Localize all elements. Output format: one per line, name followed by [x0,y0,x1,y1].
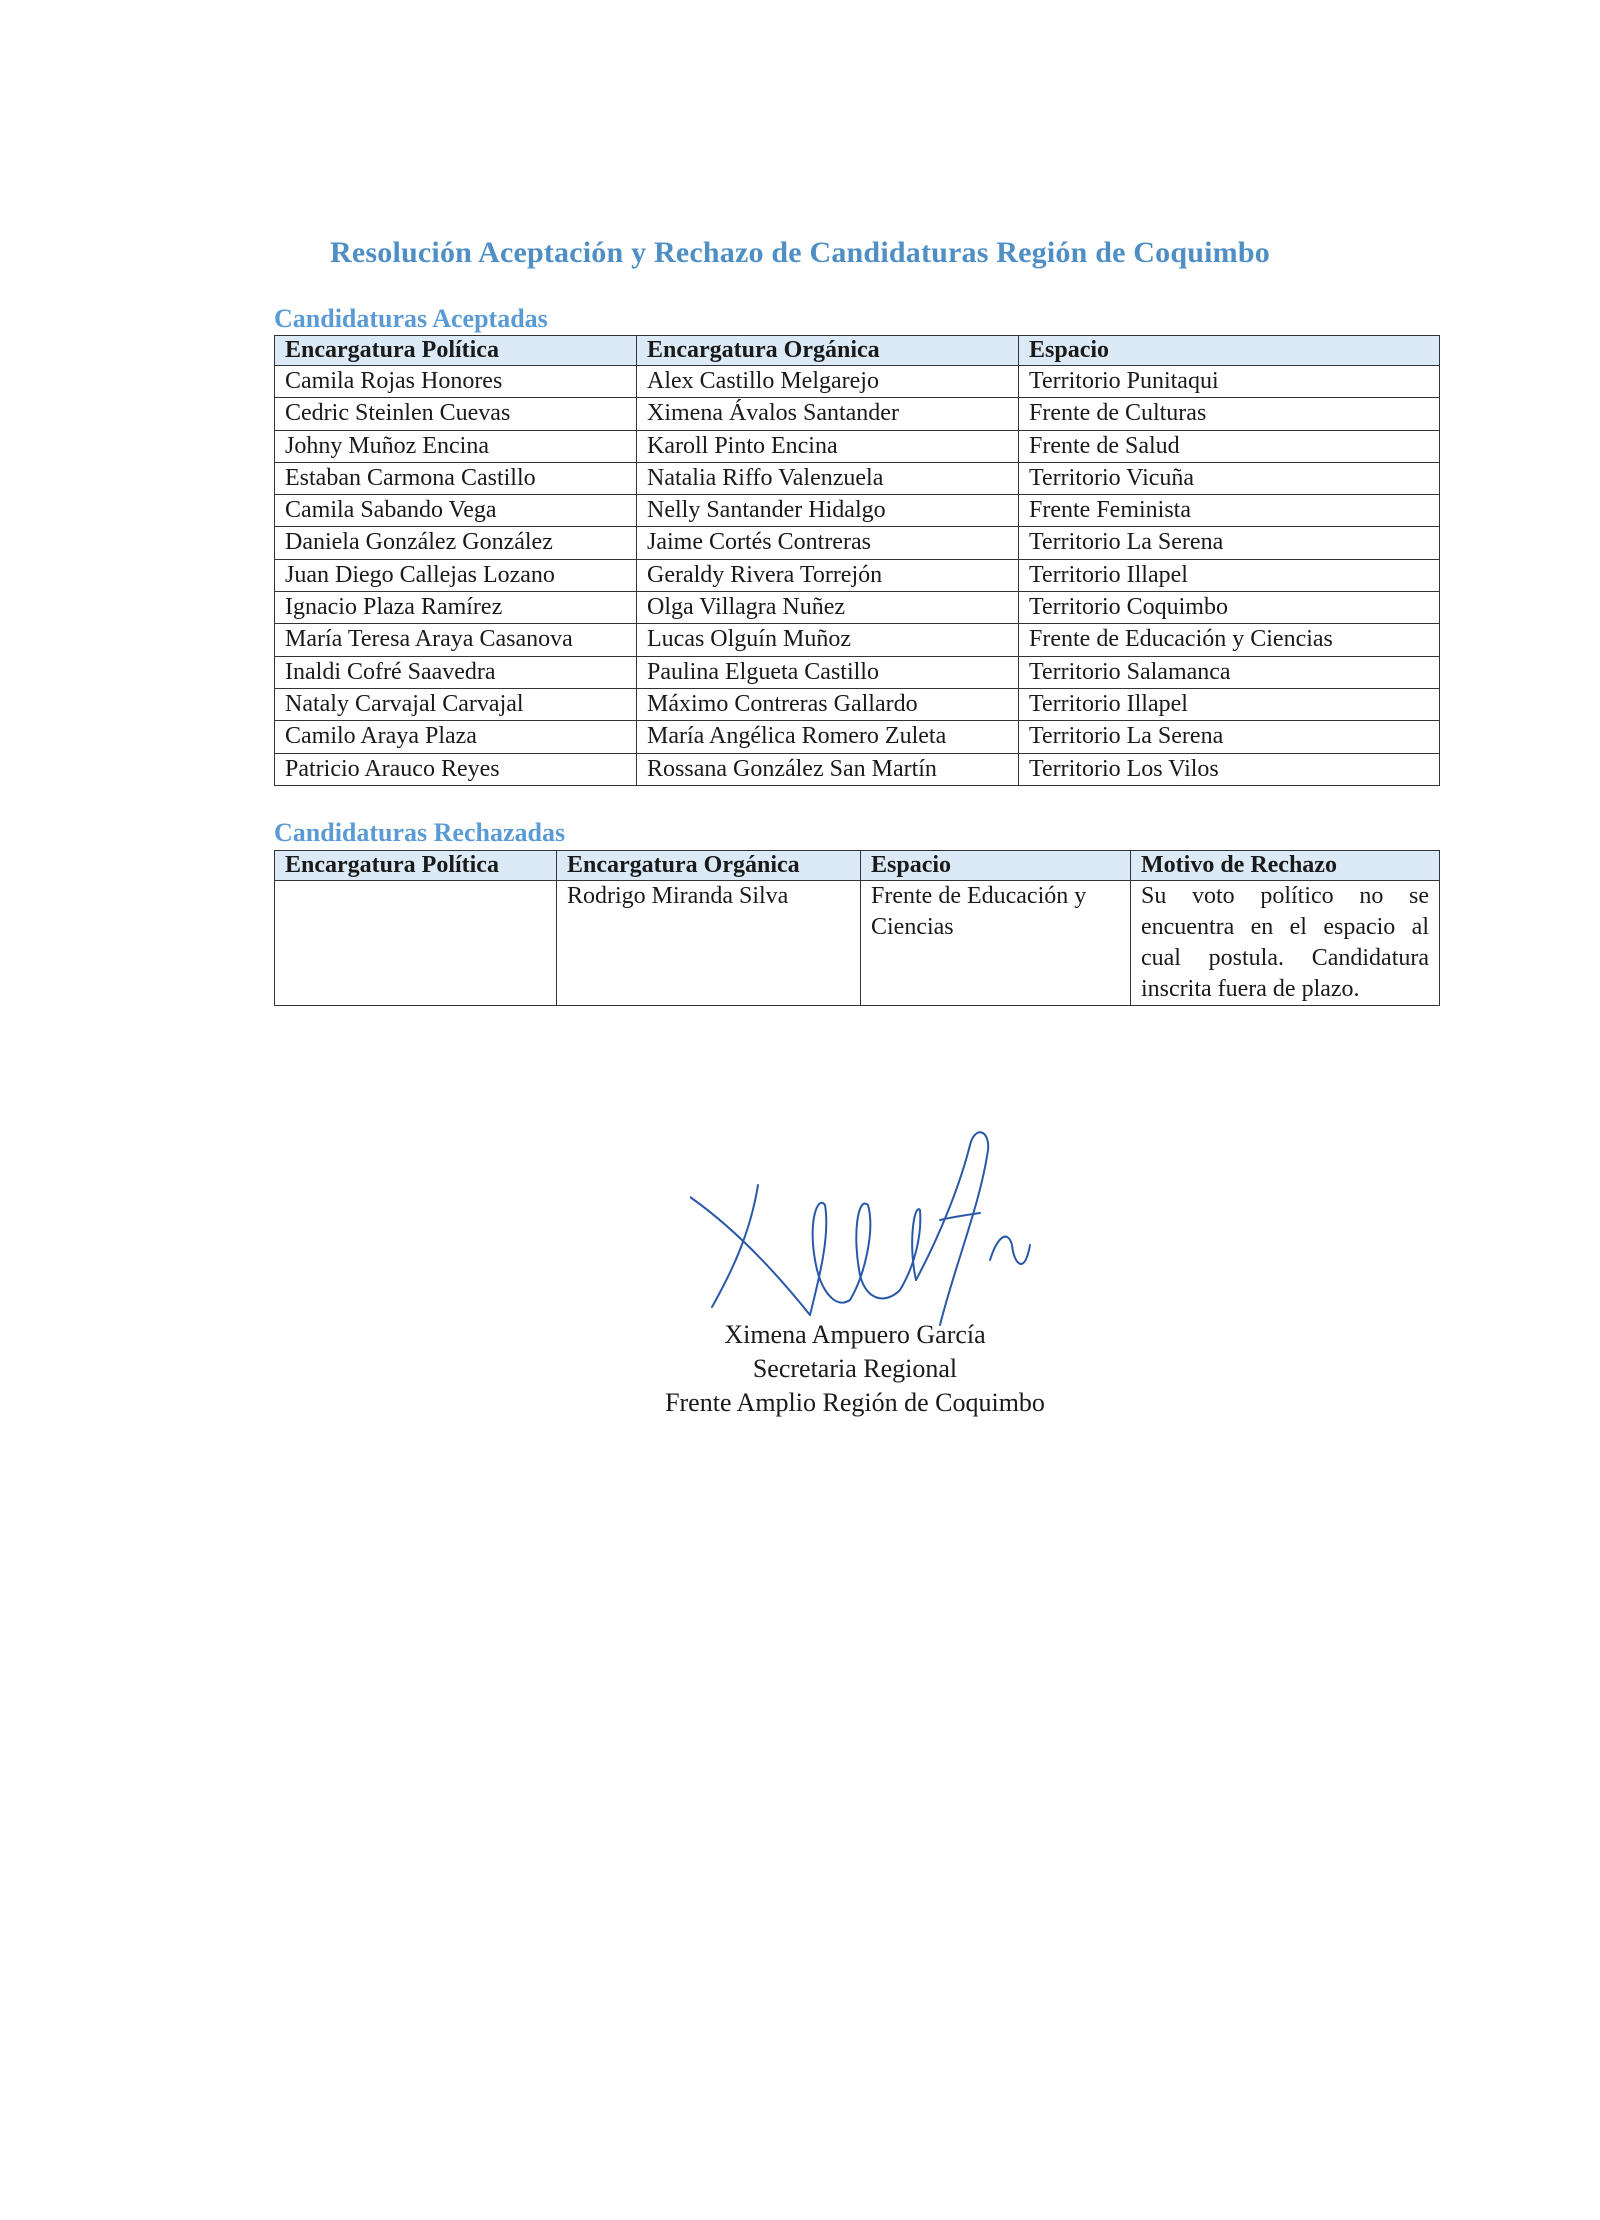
cell-organica: Lucas Olguín Muñoz [637,624,1019,656]
cell-politica: Johny Muñoz Encina [275,430,637,462]
cell-organica: Alex Castillo Melgarejo [637,366,1019,398]
cell-espacio: Territorio La Serena [1019,527,1440,559]
table-row [275,527,1440,559]
table-row [275,495,1440,527]
table-header-row [275,851,1440,881]
table-row [275,559,1440,591]
cell-espacio: Frente de Culturas [1019,398,1440,430]
cell-politica: Patricio Arauco Reyes [275,753,637,785]
cell-organica: Geraldy Rivera Torrejón [637,559,1019,591]
cell-politica: Cedric Steinlen Cuevas [275,398,637,430]
column-header-politica: Encargatura Política [275,336,637,366]
cell-espacio: Territorio Illapel [1019,559,1440,591]
column-header-espacio: Espacio [861,851,1131,881]
table-row [275,462,1440,494]
document-title: Resolución Aceptación y Rechazo de Candidaturas Región de Coquimbo [330,236,1270,269]
cell-organica: Rodrigo Miranda Silva [557,881,861,1006]
cell-espacio: Frente de Educación y Ciencias [861,881,1131,1006]
cell-politica: Ignacio Plaza Ramírez [275,592,637,624]
table-row [275,624,1440,656]
cell-politica [275,881,557,1006]
cell-organica: Ximena Ávalos Santander [637,398,1019,430]
cell-motivo: Su voto político no se encuentra en el espacio al cual postula. Candidatura inscrita fuera de plazo. [1131,881,1440,1006]
signature-strokes [690,1132,1030,1325]
cell-organica: Nelly Santander Hidalgo [637,495,1019,527]
rejected-section-heading: Candidaturas Rechazadas [274,818,566,847]
handwritten-signature [690,1125,1060,1335]
accepted-section-heading: Candidaturas Aceptadas [274,304,548,333]
cell-espacio: Frente de Educación y Ciencias [1019,624,1440,656]
cell-politica: Camila Rojas Honores [275,366,637,398]
table-row [275,398,1440,430]
cell-politica: Camila Sabando Vega [275,495,637,527]
cell-politica: Juan Diego Callejas Lozano [275,559,637,591]
cell-espacio: Frente Feminista [1019,495,1440,527]
cell-organica: Paulina Elgueta Castillo [637,656,1019,688]
column-header-politica: Encargatura Política [275,851,557,881]
cell-espacio: Territorio La Serena [1019,721,1440,753]
cell-espacio: Frente de Salud [1019,430,1440,462]
signatory-name: Ximena Ampuero García [724,1320,986,1349]
table-row [275,753,1440,785]
cell-politica: Camilo Araya Plaza [275,721,637,753]
cell-espacio: Territorio Illapel [1019,688,1440,720]
signatory-role: Secretaria Regional [752,1354,958,1383]
signatory-organization: Frente Amplio Región de Coquimbo [665,1388,1045,1417]
cell-organica: Karoll Pinto Encina [637,430,1019,462]
table-row [275,656,1440,688]
cell-espacio: Territorio Punitaqui [1019,366,1440,398]
table-row [275,366,1440,398]
cell-espacio: Territorio Los Vilos [1019,753,1440,785]
cell-politica: Daniela González González [275,527,637,559]
cell-politica: Estaban Carmona Castillo [275,462,637,494]
column-header-organica: Encargatura Orgánica [637,336,1019,366]
cell-espacio: Territorio Salamanca [1019,656,1440,688]
table-row [275,688,1440,720]
cell-organica: Máximo Contreras Gallardo [637,688,1019,720]
table-row [275,430,1440,462]
cell-organica: María Angélica Romero Zuleta [637,721,1019,753]
cell-politica: Inaldi Cofré Saavedra [275,656,637,688]
cell-organica: Jaime Cortés Contreras [637,527,1019,559]
table-row [275,592,1440,624]
column-header-motivo: Motivo de Rechazo [1131,851,1440,881]
rejected-candidates-table [274,850,1440,1006]
cell-organica: Natalia Riffo Valenzuela [637,462,1019,494]
table-row [275,721,1440,753]
table-row [275,881,1440,1006]
cell-espacio: Territorio Vicuña [1019,462,1440,494]
cell-politica: María Teresa Araya Casanova [275,624,637,656]
column-header-organica: Encargatura Orgánica [557,851,861,881]
cell-politica: Nataly Carvajal Carvajal [275,688,637,720]
accepted-candidates-table [274,335,1440,786]
cell-espacio: Territorio Coquimbo [1019,592,1440,624]
column-header-espacio: Espacio [1019,336,1440,366]
cell-organica: Olga Villagra Nuñez [637,592,1019,624]
table-header-row [275,336,1440,366]
cell-organica: Rossana González San Martín [637,753,1019,785]
